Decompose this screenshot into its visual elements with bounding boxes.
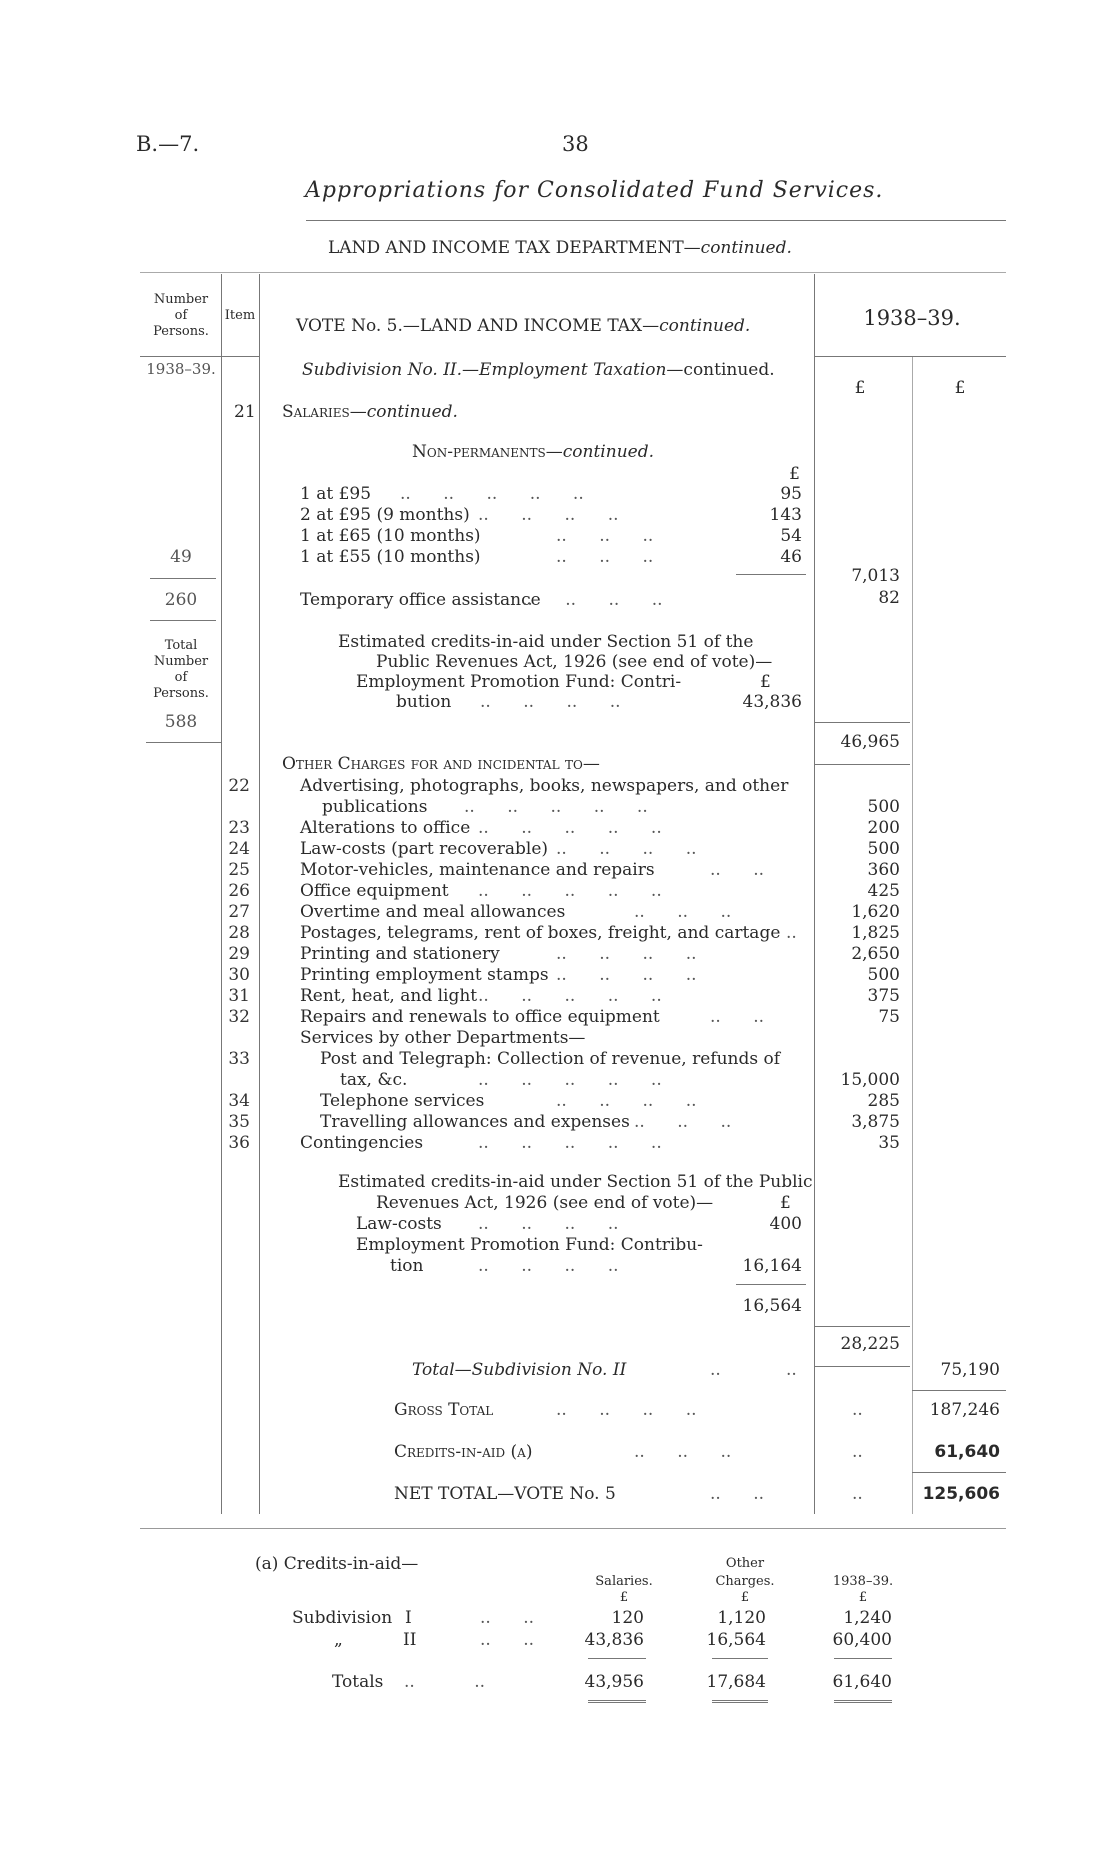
persons-header: Number of Persons. (153, 292, 209, 339)
persons-year: 1938–39. (146, 360, 216, 378)
other-credits-text: Revenues Act, 1926 (see end of vote)— (376, 1193, 714, 1213)
subdivision-title: Subdivision No. II.—Employment Taxation—continued. (302, 360, 775, 380)
services-heading: Services by other Departments— (300, 1028, 586, 1048)
footnote-col-year: 1938–39. (832, 1574, 894, 1589)
credits-in-aid: 61,640 (934, 1442, 1000, 1462)
gross-total-dots: .. (852, 1400, 863, 1420)
non-permanents-heading: Non-permanents—continued. (412, 442, 654, 462)
salary-credits-leader-dots: .. .. .. .. (480, 692, 621, 712)
total-persons-label: Total Number of Persons. (153, 638, 209, 701)
salaries-item-no: 21 (234, 402, 256, 422)
department-heading: LAND AND INCOME TAX DEPARTMENT—continued. (328, 238, 792, 258)
footnote-pound: £ (740, 1590, 750, 1605)
footnote-pound: £ (858, 1590, 868, 1605)
gross-total-label: Gross Total (394, 1400, 494, 1420)
total-persons: 588 (164, 712, 198, 732)
non-perm-pound: £ (789, 464, 800, 484)
other-charges-total: 28,225 (840, 1334, 900, 1354)
other-credits-lawcosts: 400 (769, 1214, 802, 1234)
item-header: Item (224, 308, 256, 323)
non-perm-total: 7,013 (851, 566, 900, 586)
other-credits-epf: 16,164 (742, 1256, 802, 1276)
footnote-pound: £ (619, 1590, 629, 1605)
pound-col1: £ (854, 378, 866, 398)
credits-in-aid-label: Credits-in-aid (a) (394, 1442, 533, 1462)
pound-col2: £ (954, 378, 966, 398)
subdivision-total: 75,190 (940, 1360, 1000, 1380)
net-total-dots: .. .. (710, 1484, 765, 1504)
other-credits-leader-dots: .. .. .. .. (478, 1214, 619, 1234)
credits-in-aid-dots: .. .. .. (634, 1442, 732, 1462)
net-total-label: NET TOTAL—VOTE No. 5 (394, 1484, 616, 1504)
salaries-heading: Salaries—continued. (282, 402, 458, 422)
other-credits-leader-dots: .. .. .. .. (478, 1256, 619, 1276)
salary-credits-text: Estimated credits-in-aid under Section 51 of the (338, 632, 754, 652)
subdivision-total-dots: .. (710, 1360, 721, 1380)
subdivision-total-dots: .. (786, 1360, 797, 1380)
persons-temp: 260 (164, 590, 198, 610)
other-charges-heading: Other Charges for and incidental to— (282, 754, 600, 774)
salary-credits-text: Public Revenues Act, 1926 (see end of vote)— (376, 652, 773, 672)
temp-amount: 82 (878, 588, 900, 608)
salary-credits-text: Employment Promotion Fund: Contri- (356, 672, 682, 692)
persons-non-perm: 49 (170, 547, 192, 567)
other-credits-pound: £ (780, 1193, 791, 1213)
credits-in-aid-dots: .. (852, 1442, 863, 1462)
year-header: 1938–39. (863, 306, 961, 330)
page-ref: B.—7. (136, 132, 200, 156)
other-credits-epf-label: Employment Promotion Fund: Contribu- (356, 1235, 703, 1255)
salaries-total: 46,965 (840, 732, 900, 752)
salary-credits-pound: £ (760, 672, 771, 692)
footnote-col-other-2: Charges. (715, 1574, 775, 1589)
other-credits-lawcosts-label: Law-costs (356, 1214, 442, 1234)
other-credits-total: 16,564 (742, 1296, 802, 1316)
other-credits-epf-label: tion (390, 1256, 424, 1276)
net-total: 125,606 (922, 1484, 1000, 1504)
temp-label: Temporary office assistance (300, 590, 541, 610)
footnote-col-salaries: Salaries. (595, 1574, 653, 1589)
footnote-col-other-1: Other (725, 1556, 765, 1571)
gross-total-dots: .. .. .. .. (556, 1400, 697, 1420)
salary-credits-text: bution (396, 692, 452, 712)
footnote-heading: (a) Credits-in-aid— (255, 1554, 419, 1574)
temp-leader-dots: .. .. .. .. (522, 590, 663, 610)
gross-total: 187,246 (929, 1400, 1000, 1420)
page-title: Appropriations for Consolidated Fund Services. (305, 178, 884, 203)
salary-credits-amount: 43,836 (742, 692, 802, 712)
subdivision-total-label: Total—Subdivision No. II (412, 1360, 627, 1380)
page-number: 38 (562, 132, 589, 156)
other-credits-text: Estimated credits-in-aid under Section 51 of the Public (338, 1172, 813, 1192)
net-total-dots: .. (852, 1484, 863, 1504)
vote-title: VOTE No. 5.—LAND AND INCOME TAX—continued. (296, 316, 751, 336)
